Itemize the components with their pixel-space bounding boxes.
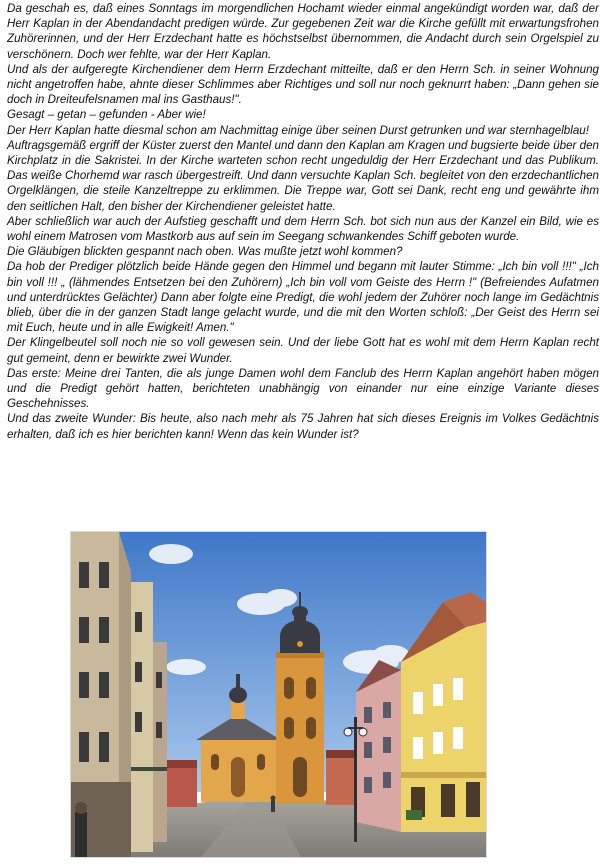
story-text (7, 1, 599, 442)
paragraph: Das erste: Meine drei Tanten, die als junge Damen wohl dem Fanclub des Herrn Kaplan angehört haben mögen und die Predigt gehört hatten, berichteten unabhängig von einander nur eine einzige Variante dieses Geschehnisses. (7, 366, 599, 411)
paragraph: Auftragsgemäß ergriff der Küster zuerst den Mantel und dann den Kaplan am Kragen und bugsierte beide über den Kirchplatz in die Sakristei. In der Kirche warteten schon recht ungeduldig der Herr Erzdechant und das Publikum. Das weiße Chorhemd war rasch übergestreift. Und dann versuchte Kaplan Sch. begleitet von den erzdechantlichen Orgelklängen, die steile Kanzeltreppe zu erklimmen. Die Treppe war, Gott sei Dank, recht eng und gewährte ihm den seitlichen Halt, den bisher der Kirchendiener geleistet hatte. (7, 138, 599, 213)
church-street-photo (70, 531, 487, 858)
paragraph: Aber schließlich war auch der Aufstieg geschafft und dem Herrn Sch. bot sich nun aus der Kanzel ein Bild, wie es wohl einem Matrosen vom Mastkorb aus auf sein im Seegang schwankendes Schiff geboten wurde. (7, 214, 599, 244)
paragraph: Die Gläubigen blickten gespannt nach oben. Was mußte jetzt wohl kommen? (7, 245, 403, 259)
paragraph: Und als der aufgeregte Kirchendiener dem Herrn Erzdechant mitteilte, daß er den Herrn Sch. in seiner Wohnung nicht angetroffen habe, ahnte dieser Schlimmes aber Richtiges und soll nur noch geknurrt haben: „Dann gehen sie doch in Dreiteufelsnamen mal ins Gasthaus!". (7, 62, 599, 107)
paragraph: Der Herr Kaplan hatte diesmal schon am Nachmittag einige über seinen Durst getrunken und war sternhagelblau! (7, 123, 589, 137)
paragraph: Da hob der Prediger plötzlich beide Hände gegen den Himmel und begann mit lauter Stimme: „Ich bin voll !!!" „Ich bin voll !!! „ (lähmendes Entsetzen bei den Zuhörern) „Ich bin voll vom Geiste des Herrn !" (Befreiendes Aufatmen und unterdrücktes Gelächter) Dann aber folgte eine Predigt, die wohl jedem der Zuhörer noch lange im Gedächtnis blieb, über die in der ganzen Stadt lange gelacht wurde, und die mit den Worten schloß: „Der Geist des Herrn sei mit Euch, heute und in alle Ewigkeit! Amen." (7, 260, 599, 335)
paragraph: Da geschah es, daß eines Sonntags im morgendlichen Hochamt wieder einmal angekündigt worden war, daß der Herr Kaplan in der Abendandacht predigen würde. Zur gegebenen Zeit war die Kirche gefüllt mit erwartungsfrohen Zuhörerinnen, und der Herr Erzdechant hatte es höchstselbst übernommen, die Andacht durch sein Orgelspiel zu verschönern. Doch wer fehlte, war der Herr Kaplan. (7, 2, 599, 61)
paragraph: Gesagt – getan – gefunden - Aber wie! (7, 108, 206, 122)
paragraph: Und das zweite Wunder: Bis heute, also nach mehr als 75 Jahren hat sich dieses Ereignis im Volkes Gedächtnis erhalten, daß ich es hier berichten kann! Wenn das kein Wunder ist? (7, 412, 599, 441)
paragraph: Der Klingelbeutel soll noch nie so voll gewesen sein. Und der liebe Gott hat es wohl mit dem Herrn Kaplan recht gut gemeint, denn er bewirkte zwei Wunder. (7, 336, 599, 365)
